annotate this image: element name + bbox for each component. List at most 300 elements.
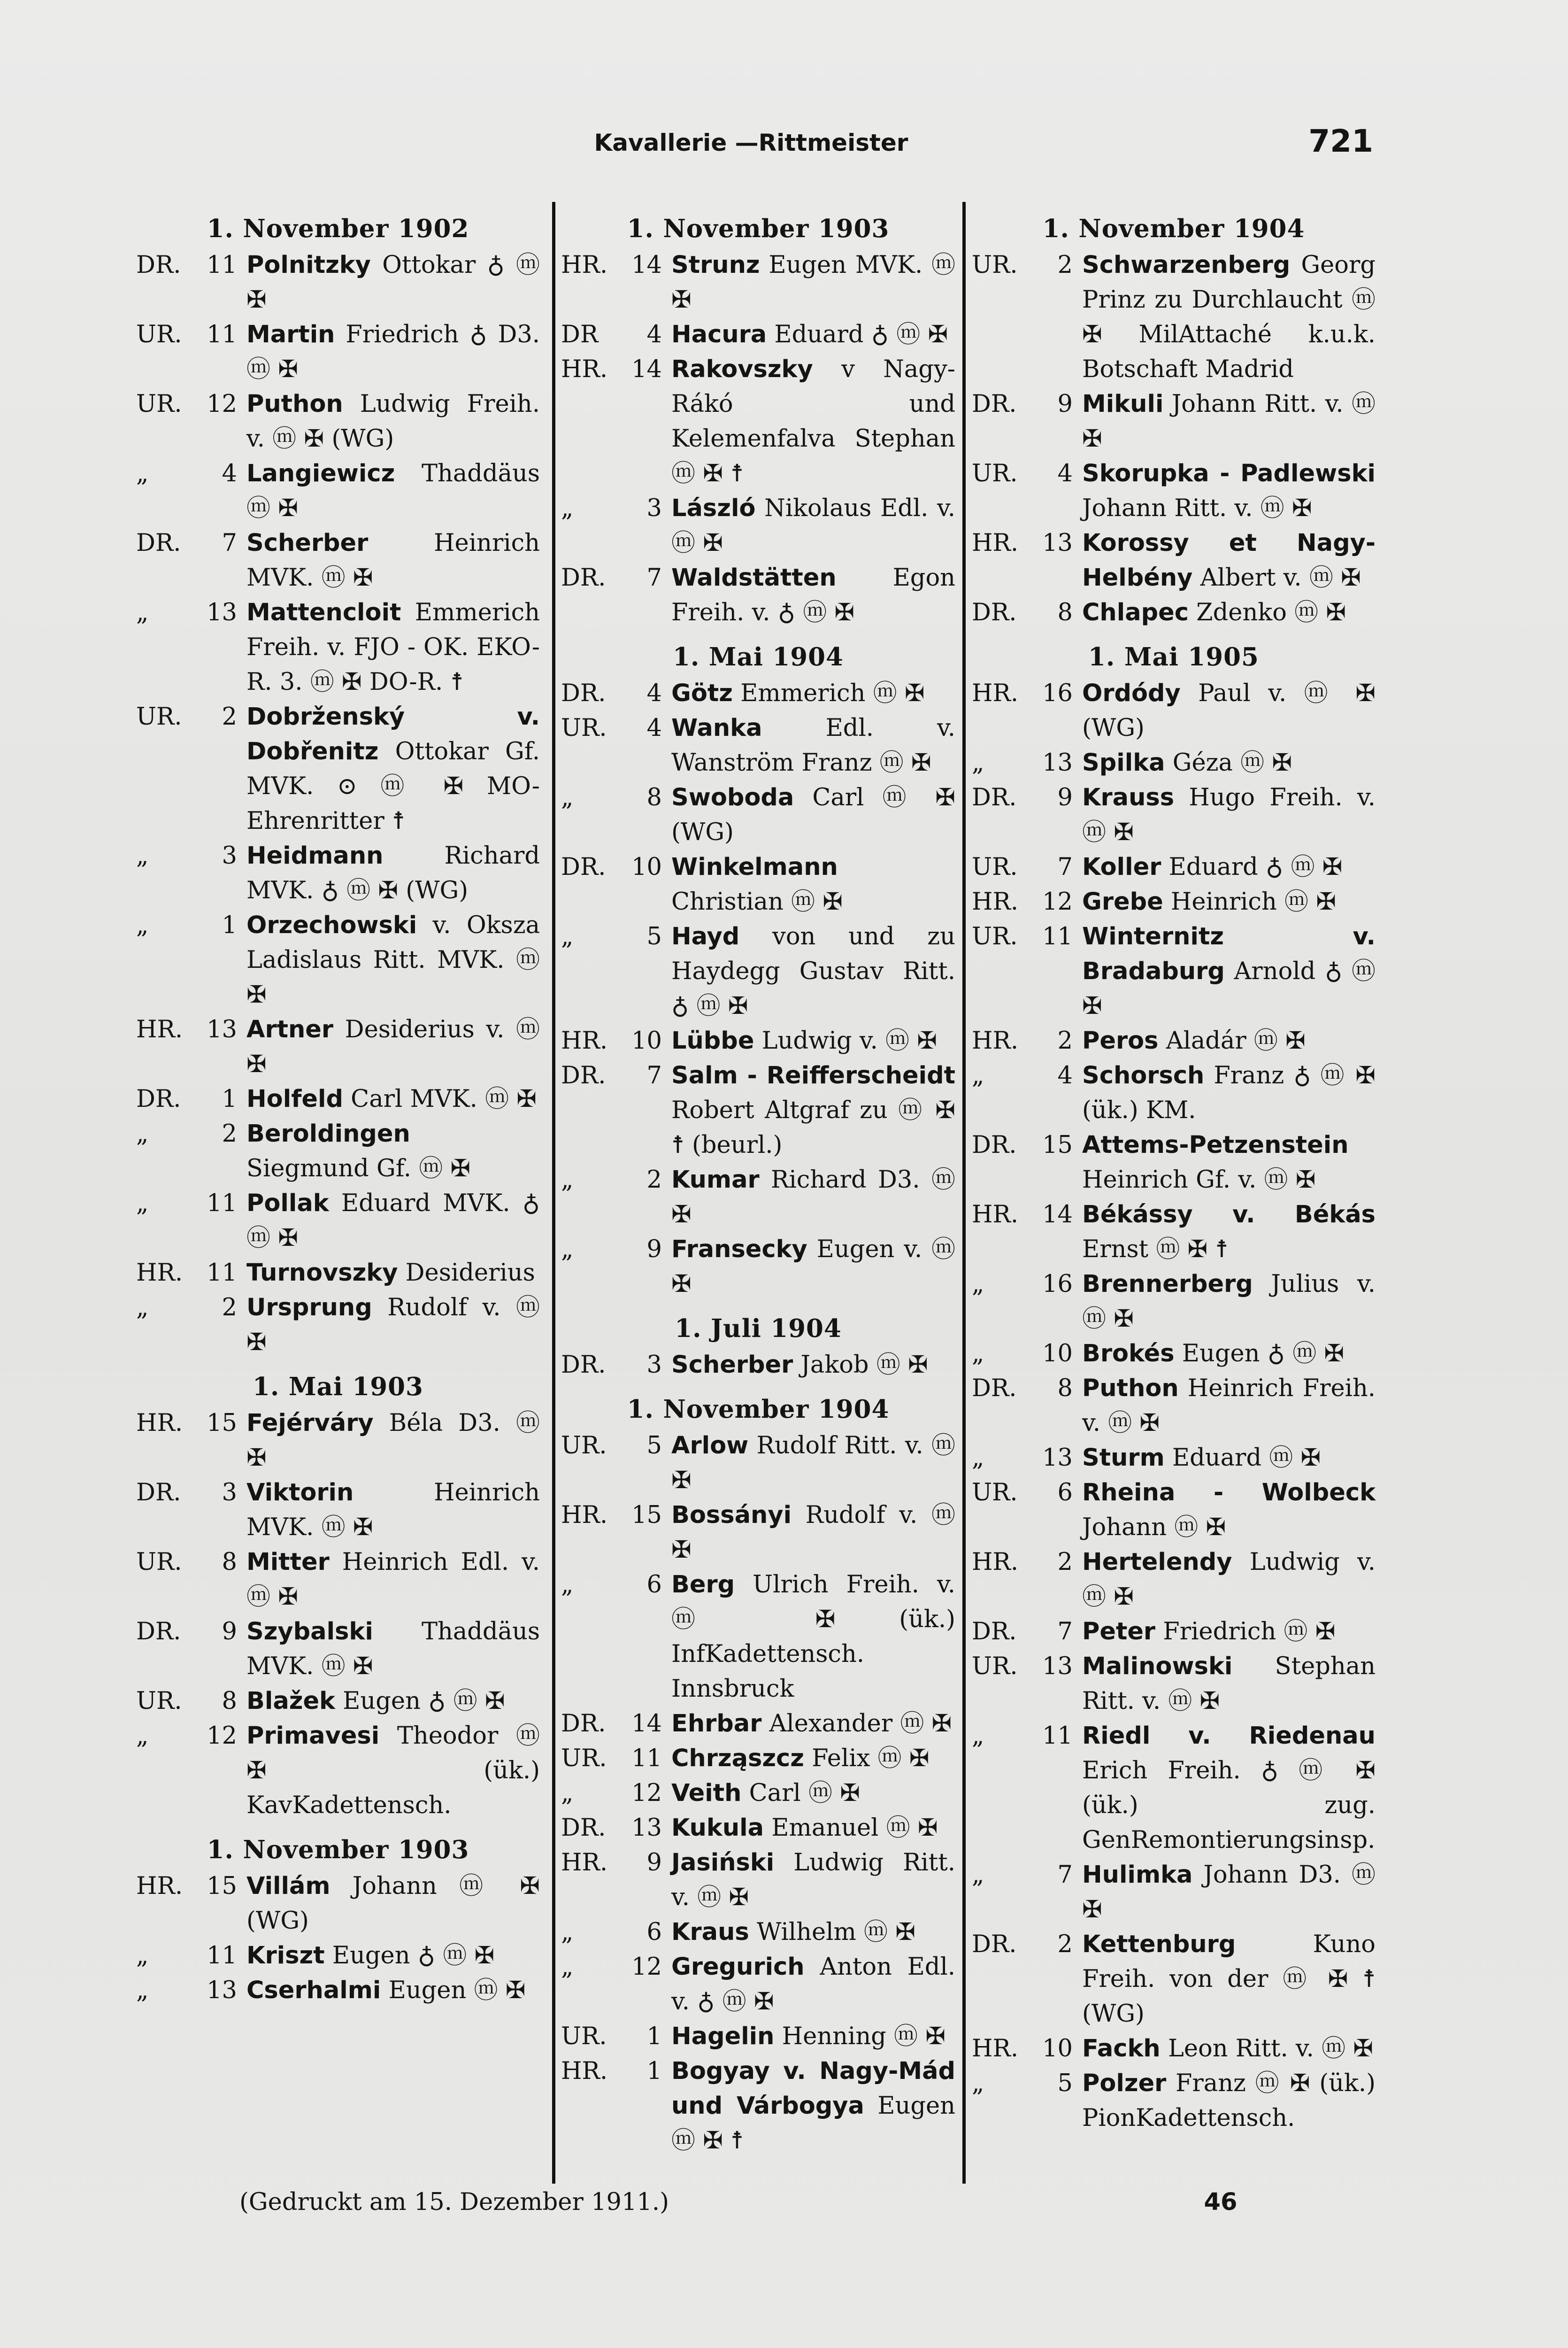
regiment-code: HR. (136, 1016, 183, 1043)
regiment-number: 11 (1042, 923, 1073, 950)
officer-details: Emmerich ⓜ ✠ (732, 680, 925, 707)
list-item (136, 1012, 540, 1082)
list-item (136, 839, 540, 908)
officer-details: Eduard ⓜ ✠ (1164, 1444, 1321, 1472)
regiment-code: DR. (561, 1351, 606, 1379)
officer-entry (1082, 1649, 1376, 1719)
officer-surname: Skorupka - Padlewski (1082, 460, 1376, 487)
officer-entry (1082, 1614, 1376, 1649)
regiment-number: 1 (646, 2023, 662, 2050)
officer-details: Eduard ♁ ⓜ ✠ (1161, 853, 1343, 881)
list-item (561, 561, 955, 630)
regiment-number: 2 (646, 1166, 662, 1194)
regiment-number: 15 (1042, 1131, 1073, 1159)
officer-surname: Mattencloit (246, 599, 401, 626)
officer-surname: Ursprung (246, 1294, 372, 1321)
officer-details: Arnold ♁ ⓜ ✠ (1082, 958, 1376, 1020)
regiment-code: HR. (972, 680, 1019, 707)
regiment-code: DR. (136, 529, 181, 557)
officer-surname: Scherber (671, 1351, 793, 1379)
officer-surname: Orzechowski (246, 911, 417, 939)
section-date-heading: 1. November 1903 (207, 1835, 469, 1864)
officer-surname: Jasiński (671, 1849, 775, 1877)
regiment-number: 11 (207, 1189, 237, 1217)
officer-surname: Waldstätten (671, 564, 837, 592)
officer-details: Leon Ritt. v. ⓜ ✠ (1160, 2035, 1374, 2062)
list-item (561, 676, 955, 711)
regiment-number: 11 (207, 1942, 237, 1970)
officer-details: Wilhelm ⓜ ✠ (749, 1918, 915, 1946)
regiment-code: HR. (561, 1027, 608, 1055)
officer-entry (671, 1915, 955, 1950)
regiment-code: UR. (136, 1548, 182, 1576)
officer-details: Carl MVK. ⓜ ✠ (343, 1085, 537, 1113)
regiment-code: UR. (972, 853, 1018, 881)
list-item (561, 850, 955, 919)
officer-surname: Cserhalmi (246, 1977, 381, 2004)
officer-entry (1082, 2031, 1376, 2066)
officer-surname: Mitter (246, 1548, 330, 1576)
regiment-code: „ (972, 1340, 984, 1367)
list-item (136, 387, 540, 456)
regiment-code: DR. (561, 1062, 606, 1089)
officer-surname: Götz (671, 680, 733, 707)
officer-details: Johann ⓜ ✠ (WG) (246, 1872, 540, 1935)
regiment-number: 4 (222, 460, 237, 487)
officer-surname: Arlow (671, 1432, 749, 1460)
officer-surname: Dobrženský v. Dobřenitz (246, 703, 540, 765)
regiment-code: DR. (136, 251, 181, 279)
officer-surname: Krauss (1082, 784, 1175, 811)
officer-surname: Winternitz v. Bradaburg (1082, 923, 1376, 985)
list-item (561, 1776, 955, 1811)
regiment-code: „ (136, 460, 149, 487)
column-rule (552, 202, 555, 2184)
list-item (972, 1441, 1376, 1475)
regiment-code: „ (972, 2070, 984, 2097)
column-2 (561, 211, 955, 2158)
officer-entry (246, 1973, 540, 2008)
officer-surname: Puthon (1082, 1375, 1179, 1402)
officer-entry (246, 1869, 540, 1939)
officer-entry (1082, 1475, 1376, 1545)
officer-details: Theodor ⓜ ✠ (ük.) KavKadettensch. (246, 1722, 540, 1819)
list-item (972, 1649, 1376, 1719)
officer-details: Aladár ⓜ ✠ (1158, 1027, 1306, 1055)
officer-surname: Riedl v. Riedenau (1082, 1722, 1376, 1750)
officer-entry (246, 456, 540, 526)
list-item (136, 248, 540, 317)
regiment-number: 2 (222, 703, 237, 731)
officer-details: Eugen ♁ ⓜ ✠ (335, 1687, 505, 1715)
officer-details: Emanuel ⓜ ✠ (764, 1814, 938, 1842)
officer-details: Richard D3. ⓜ ✠ (671, 1166, 955, 1228)
officer-surname: Rheina - Wolbeck (1082, 1479, 1376, 1506)
officer-details: Franz ⓜ ✠ (ük.) PionKadettensch. (1082, 2070, 1376, 2132)
regiment-code: UR. (972, 460, 1018, 487)
officer-surname: Schorsch (1082, 1062, 1205, 1089)
list-item (136, 317, 540, 387)
officer-details: Rudolf v. ⓜ ✠ (671, 1501, 955, 1564)
officer-details: Franz ♁ ⓜ ✠ (ük.) KM. (1082, 1062, 1376, 1124)
officer-details: Georg Prinz zu Durchlaucht ⓜ ✠ MilAttaché k.u.k. Botschaft Madrid (1082, 251, 1376, 383)
officer-details: Rudolf v. ⓜ ✠ (246, 1294, 540, 1356)
list-item (561, 1741, 955, 1776)
regiment-code: HR. (561, 1849, 608, 1877)
list-item (561, 317, 955, 352)
officer-surname: Artner (246, 1016, 334, 1043)
officer-surname: Veith (671, 1779, 742, 1807)
list-item (136, 1939, 540, 1973)
officer-surname: Ehrbar (671, 1710, 762, 1738)
officer-details: Zdenko ⓜ ✠ (1188, 599, 1346, 626)
regiment-code: „ (972, 1861, 984, 1889)
officer-entry (1082, 1719, 1376, 1858)
officer-surname: Békássy v. Békás (1082, 1201, 1376, 1228)
officer-entry (246, 1012, 540, 1082)
regiment-code: DR (561, 321, 599, 348)
list-item (972, 885, 1376, 919)
regiment-code: „ (136, 1294, 149, 1321)
officer-surname: Grebe (1082, 888, 1163, 916)
officer-details: Heinrich MVK. ⓜ ✠ (246, 1479, 540, 1541)
officer-surname: Beroldingen (246, 1120, 410, 1148)
officer-details: Nikolaus Edl. v. ⓜ ✠ (671, 494, 955, 557)
officer-surname: Chlapec (1082, 599, 1189, 626)
officer-details: Erich Freih. ♁ ⓜ ✠ (ük.) zug. GenRemontierungsinsp. (1082, 1757, 1376, 1854)
officer-entry (1082, 1927, 1376, 2031)
officer-details: Géza ⓜ ✠ (1165, 749, 1292, 777)
regiment-code: DR. (136, 1479, 181, 1506)
regiment-number: 7 (1057, 853, 1073, 881)
officer-entry (671, 780, 955, 850)
officer-entry (1082, 746, 1376, 780)
officer-details: Heinrich Gf. v. ⓜ ✠ (1082, 1166, 1316, 1194)
officer-entry (671, 352, 955, 491)
officer-details: von und zu Haydegg Gustav Ritt. ♁ ⓜ ✠ (671, 923, 955, 1020)
officer-surname: Bossányi (671, 1501, 792, 1529)
officer-details: Stephan Ritt. v. ⓜ ✠ (1082, 1653, 1376, 1715)
officer-surname: Swoboda (671, 784, 794, 811)
regiment-number: 2 (1057, 1931, 1073, 1958)
list-item (561, 1950, 955, 2019)
regiment-code: „ (561, 784, 574, 811)
regiment-number: 11 (1042, 1722, 1073, 1750)
officer-details: Friedrich ⓜ ✠ (1155, 1618, 1336, 1645)
officer-surname: Spilka (1082, 749, 1165, 777)
officer-entry (671, 1776, 955, 1811)
officer-entry (671, 1024, 955, 1058)
list-item (561, 2054, 955, 2158)
column-3 (972, 211, 1376, 2136)
officer-entry (1082, 919, 1376, 1024)
officer-details: Eugen v. ⓜ ✠ (671, 1236, 955, 1298)
list-item (561, 1811, 955, 1846)
list-item (136, 1082, 540, 1117)
officer-details: Christian ⓜ ✠ (671, 888, 843, 916)
list-item (561, 2019, 955, 2054)
officer-details: Heinrich ⓜ ✠ (1163, 888, 1336, 916)
list-item (972, 248, 1376, 387)
list-item (561, 248, 955, 317)
regiment-code: DR. (972, 390, 1017, 418)
officer-entry (671, 1232, 955, 1302)
officer-entry (671, 1741, 955, 1776)
regiment-code: HR. (972, 1201, 1019, 1228)
section-date-heading: 1. Mai 1904 (673, 642, 844, 672)
officer-surname: Brokés (1082, 1340, 1175, 1367)
list-item (561, 1707, 955, 1741)
list-item (136, 1186, 540, 1256)
regiment-code: „ (136, 1120, 149, 1148)
regiment-code: HR. (972, 888, 1019, 916)
officer-entry (1082, 526, 1376, 595)
regiment-code: „ (136, 1722, 149, 1750)
officer-surname: Rakovszky (671, 355, 813, 383)
officer-surname: Kumar (671, 1166, 760, 1194)
list-item (561, 1498, 955, 1568)
regiment-code: „ (561, 1571, 574, 1599)
regiment-number: 12 (1042, 888, 1073, 916)
officer-entry (671, 1163, 955, 1232)
officer-entry (1082, 1371, 1376, 1441)
officer-entry (1082, 1197, 1376, 1267)
regiment-number: 15 (207, 1409, 237, 1437)
officer-entry (671, 2054, 955, 2158)
running-header: Kavallerie —Rittmeister (594, 129, 908, 156)
officer-surname: Strunz (671, 251, 760, 279)
officer-details: Emmerich Freih. v. FJO - OK. EKO-R. 3. ⓜ ✠ DO-R. ☨ (246, 599, 540, 696)
list-item (972, 919, 1376, 1024)
regiment-code: „ (561, 1953, 574, 1981)
regiment-number: 8 (646, 784, 662, 811)
list-item (561, 1846, 955, 1915)
list-item (136, 1684, 540, 1719)
signature-mark: 46 (1204, 2188, 1237, 2216)
officer-entry (246, 526, 540, 595)
officer-surname: László (671, 494, 756, 522)
section-date-heading: 1. November 1904 (1042, 214, 1305, 243)
officer-entry (1082, 850, 1376, 885)
officer-entry (246, 1290, 540, 1360)
regiment-code: HR. (561, 1501, 608, 1529)
regiment-number: 13 (1042, 1444, 1073, 1472)
officer-surname: Kraus (671, 1918, 749, 1946)
list-item (136, 1869, 540, 1939)
regiment-code: DR. (972, 1375, 1017, 1402)
officer-entry (671, 1498, 955, 1568)
regiment-code: „ (136, 1977, 149, 2004)
regiment-number: 5 (646, 1432, 662, 1460)
officer-details: Ludwig v. ⓜ ✠ (754, 1027, 937, 1055)
officer-entry (246, 839, 540, 908)
list-item (561, 1232, 955, 1302)
regiment-code: UR. (561, 1745, 607, 1772)
officer-surname: Blažek (246, 1687, 335, 1715)
officer-entry (671, 676, 955, 711)
officer-entry (671, 1846, 955, 1915)
regiment-number: 9 (1057, 784, 1073, 811)
list-item (136, 1973, 540, 2008)
list-item (561, 1058, 955, 1163)
list-item (972, 2031, 1376, 2066)
officer-details: Eugen ⓜ ✠ (381, 1977, 526, 2004)
officer-details: Eugen ♁ ⓜ ✠ (324, 1942, 495, 1970)
officer-surname: Scherber (246, 529, 369, 557)
regiment-number: 11 (207, 321, 237, 348)
officer-entry (1082, 1267, 1376, 1336)
list-item (561, 1024, 955, 1058)
regiment-code: DR. (561, 564, 606, 592)
list-item (136, 1545, 540, 1614)
regiment-code: „ (972, 1270, 984, 1298)
regiment-code: „ (136, 1942, 149, 1970)
officer-entry (246, 1475, 540, 1545)
officer-details: Felix ⓜ ✠ (804, 1745, 930, 1772)
regiment-number: 5 (646, 923, 662, 950)
officer-details: Johann D3. ⓜ ✠ (1082, 1861, 1376, 1923)
regiment-code: HR. (561, 251, 608, 279)
officer-surname: Fransecky (671, 1236, 807, 1263)
regiment-number: 4 (1057, 460, 1073, 487)
officer-details: Eugen MVK. ⓜ ✠ (671, 251, 955, 314)
officer-details: Siegmund Gf. ⓜ ✠ (246, 1155, 471, 1182)
regiment-code: „ (136, 599, 149, 626)
list-item (136, 1719, 540, 1823)
regiment-number: 1 (222, 1085, 237, 1113)
regiment-code: HR. (136, 1409, 183, 1437)
officer-entry (246, 248, 540, 317)
regiment-number: 13 (1042, 529, 1073, 557)
list-item (972, 1858, 1376, 1927)
regiment-number: 10 (631, 1027, 662, 1055)
officer-surname: Schwarzenberg (1082, 251, 1291, 279)
officer-surname: Villám (246, 1872, 331, 1900)
officer-details: Alexander ⓜ ✠ (761, 1710, 952, 1738)
officer-surname: Martin (246, 321, 335, 348)
regiment-code: UR. (136, 703, 182, 731)
officer-entry (1082, 1545, 1376, 1614)
regiment-code: UR. (136, 321, 182, 348)
officer-details: Béla D3. ⓜ ✠ (246, 1409, 540, 1472)
officer-entry (671, 1058, 955, 1163)
regiment-code: UR. (136, 1687, 182, 1715)
officer-surname: Peros (1082, 1027, 1159, 1055)
list-item (972, 1545, 1376, 1614)
regiment-code: „ (561, 1918, 574, 1946)
list-item (136, 1117, 540, 1186)
regiment-number: 15 (631, 1501, 662, 1529)
list-item (561, 352, 955, 491)
regiment-code: „ (561, 1779, 574, 1807)
regiment-number: 1 (222, 911, 237, 939)
list-item (972, 595, 1376, 630)
officer-surname: Peter (1082, 1618, 1156, 1645)
regiment-code: DR. (561, 680, 606, 707)
regiment-number: 2 (1057, 1027, 1073, 1055)
regiment-code: UR. (561, 1432, 607, 1460)
list-item (972, 1267, 1376, 1336)
officer-details: Ludwig Ritt. v. ⓜ ✠ (671, 1849, 955, 1911)
regiment-number: 4 (1057, 1062, 1073, 1089)
regiment-code: DR. (136, 1618, 181, 1645)
regiment-number: 7 (1057, 1861, 1073, 1889)
officer-surname: Hayd (671, 923, 740, 950)
officer-details: Carl ⓜ ✠ (WG) (671, 784, 955, 846)
officer-details: Johann Ritt. v. ⓜ ✠ (1082, 390, 1376, 453)
regiment-code: DR. (136, 1085, 181, 1113)
officer-surname: Bogyay v. Nagy-Mád und Várbogya (671, 2057, 955, 2120)
officer-surname: Kukula (671, 1814, 764, 1842)
list-item (972, 850, 1376, 885)
list-item (972, 780, 1376, 850)
officer-details: Jakob ⓜ ✠ (793, 1351, 928, 1379)
regiment-number: 5 (1057, 2070, 1073, 2097)
regiment-number: 14 (631, 251, 662, 279)
officer-surname: Viktorin (246, 1479, 354, 1506)
officer-surname: Fejérváry (246, 1409, 374, 1437)
regiment-code: „ (561, 1166, 574, 1194)
officer-entry (671, 919, 955, 1024)
officer-entry (246, 1186, 540, 1256)
officer-entry (1082, 1024, 1376, 1058)
list-item (561, 919, 955, 1024)
regiment-number: 6 (646, 1918, 662, 1946)
list-item (136, 1256, 540, 1290)
regiment-number: 2 (222, 1120, 237, 1148)
list-item (136, 595, 540, 700)
regiment-number: 7 (646, 564, 662, 592)
officer-details: Ernst ⓜ ✠ ☨ (1082, 1236, 1229, 1263)
officer-entry (246, 700, 540, 839)
regiment-number: 13 (207, 1016, 237, 1043)
regiment-number: 11 (631, 1745, 662, 1772)
regiment-number: 7 (222, 529, 237, 557)
regiment-code: „ (972, 1722, 984, 1750)
list-item (136, 1475, 540, 1545)
regiment-number: 10 (1042, 2035, 1073, 2062)
officer-details: Eugen ⓜ ✠ ☨ (671, 2092, 955, 2155)
officer-entry (246, 1406, 540, 1475)
officer-surname: Malinowski (1082, 1653, 1233, 1680)
regiment-number: 8 (222, 1687, 237, 1715)
column-rule (962, 202, 966, 2184)
regiment-number: 7 (1057, 1618, 1073, 1645)
regiment-number: 1 (646, 2057, 662, 2085)
officer-entry (671, 1950, 955, 2019)
list-item (561, 1348, 955, 1383)
regiment-code: „ (136, 842, 149, 870)
officer-details: Kuno Freih. von der ⓜ ✠ ☨ (WG) (1082, 1931, 1376, 2028)
officer-surname: Kettenburg (1082, 1931, 1236, 1958)
officer-details: Heinrich MVK. ⓜ ✠ (246, 529, 540, 592)
regiment-number: 2 (1057, 1548, 1073, 1576)
list-item (972, 1128, 1376, 1197)
regiment-code: „ (972, 1444, 984, 1472)
regiment-number: 16 (1042, 680, 1073, 707)
officer-details: Desiderius (398, 1259, 535, 1287)
regiment-number: 4 (646, 680, 662, 707)
officer-entry (1082, 1441, 1376, 1475)
section-date-heading: 1. November 1904 (627, 1395, 890, 1424)
officer-entry (671, 491, 955, 561)
officer-surname: Kriszt (246, 1942, 325, 1970)
regiment-code: HR. (972, 1027, 1019, 1055)
officer-entry (671, 1429, 955, 1498)
officer-entry (246, 1719, 540, 1823)
officer-surname: Berg (671, 1571, 735, 1599)
officer-surname: Puthon (246, 390, 343, 418)
